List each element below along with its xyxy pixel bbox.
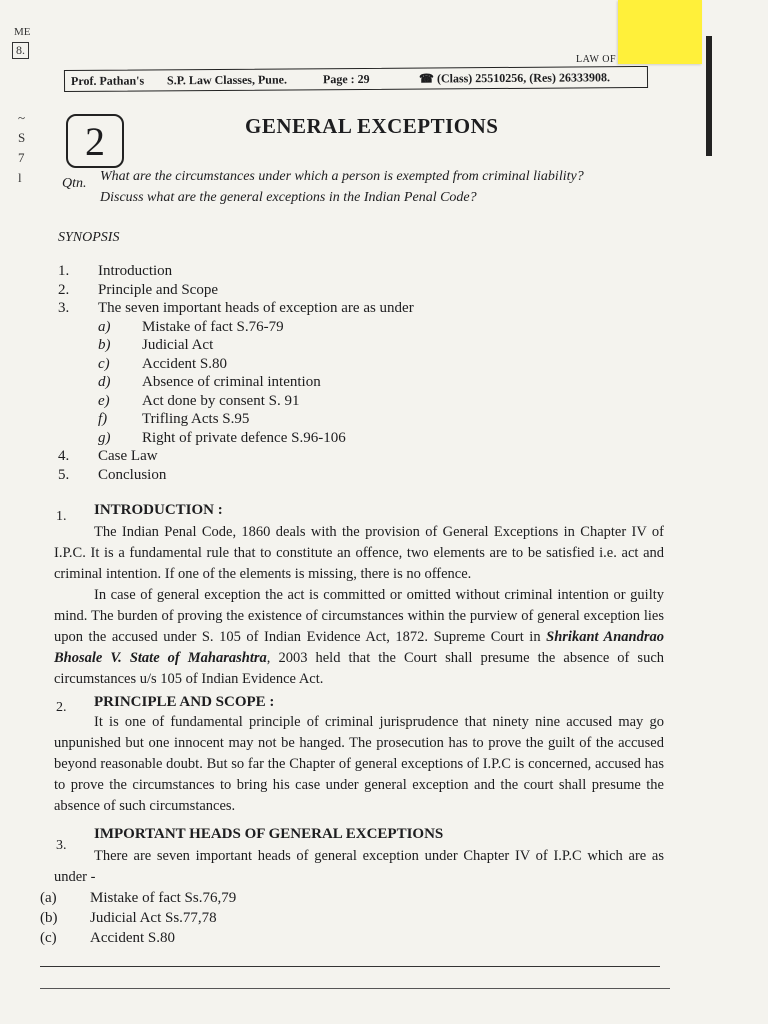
section-heading-introduction: INTRODUCTION : bbox=[94, 502, 223, 518]
margin-mark-4: l bbox=[18, 170, 22, 185]
synopsis-heading: SYNOPSIS bbox=[58, 230, 120, 245]
list-subitem: d) Absence of criminal intention bbox=[98, 374, 321, 390]
paragraph: The Indian Penal Code, 1860 deals with the provision of General Exceptions in Chapter IV of I.P.C. It is a fundamental rule that to constitute an offence, two elements are to be satisfied i.e. act and criminal intention. If one of the elements is missing, there is no offence. bbox=[54, 524, 664, 582]
section-body-heads bbox=[54, 846, 664, 888]
list-subitem: g) Right of private defence S.96-106 bbox=[98, 429, 346, 446]
list-item: 1. Introduction bbox=[58, 263, 173, 279]
paragraph: There are seven important heads of general exception under Chapter IV of I.P.C which are as under - bbox=[54, 848, 664, 885]
question-text bbox=[100, 166, 660, 208]
section-number: 1. bbox=[56, 509, 67, 524]
section-body-principle bbox=[54, 712, 664, 817]
case-name: Shrikant Anandrao Bhosale V. State of Maharashtra bbox=[54, 629, 664, 666]
page-header bbox=[64, 66, 648, 92]
heads-list bbox=[40, 888, 236, 948]
section-heading-principle: PRINCIPLE AND SCOPE : bbox=[94, 694, 275, 710]
section-number: 2. bbox=[56, 700, 67, 715]
list-item: 2. Principle and Scope bbox=[58, 281, 218, 298]
list-subitem: c) Accident S.80 bbox=[98, 355, 227, 372]
header-contact: ☎ (Class) 25510256, (Res) 26333908. bbox=[418, 69, 610, 86]
list-item: 3. The seven important heads of exception are as under bbox=[58, 300, 414, 316]
list-item: (b) Judicial Act Ss.77,78 bbox=[40, 910, 217, 926]
list-item: (c) Accident S.80 bbox=[40, 930, 175, 946]
list-item: 5. Conclusion bbox=[58, 466, 167, 483]
binding-edge bbox=[706, 36, 712, 156]
chapter-number: 2 bbox=[66, 114, 124, 168]
list-item: (a) Mistake of fact Ss.76,79 bbox=[40, 890, 237, 906]
divider bbox=[40, 966, 660, 967]
margin-box-label: 8. bbox=[12, 42, 29, 59]
margin-mark-2: S bbox=[18, 130, 26, 145]
margin-mark-3: 7 bbox=[18, 150, 25, 165]
section-number: 3. bbox=[56, 838, 67, 853]
header-institute: S.P. Law Classes, Pune. bbox=[166, 71, 287, 87]
margin-label: ME bbox=[14, 26, 31, 38]
section-body-introduction bbox=[54, 522, 664, 690]
synopsis-list bbox=[58, 262, 414, 484]
question-line-1: What are the circumstances under which a person is exempted from criminal liability? bbox=[100, 169, 584, 184]
list-subitem: b) Judicial Act bbox=[98, 337, 214, 353]
list-subitem: e) Act done by consent S. 91 bbox=[98, 392, 300, 409]
question-label: Qtn. bbox=[62, 176, 87, 191]
header-author: Prof. Pathan's bbox=[70, 72, 145, 88]
question-line-2: Discuss what are the general exceptions in the Indian Penal Code? bbox=[100, 190, 477, 205]
margin-mark-1: ~ bbox=[18, 110, 26, 125]
header-page-number: Page : 29 bbox=[322, 71, 370, 86]
corner-label: LAW OF bbox=[576, 54, 617, 65]
section-heading-heads: IMPORTANT HEADS OF GENERAL EXCEPTIONS bbox=[94, 826, 444, 842]
list-subitem: f) Trifling Acts S.95 bbox=[98, 411, 250, 427]
page-title: GENERAL EXCEPTIONS bbox=[245, 114, 499, 138]
paragraph: In case of general exception the act is committed or omitted without criminal intention or guilty mind. The burden of proving the existence of circumstances within the purview of general exception lies upon the accused under S. 105 of Indian Evidence Act, 1872. Supreme Court in Shrikant Anandrao Bhosale V. State of Maharashtra, 2003 held that the Court shall presume the absence of such circumstances u/s 105 of Indian Evidence Act. bbox=[54, 587, 664, 687]
list-subitem: a) Mistake of fact S.76-79 bbox=[98, 318, 284, 335]
sticky-note bbox=[618, 0, 702, 64]
divider bbox=[40, 988, 670, 989]
list-item: 4. Case Law bbox=[58, 448, 158, 464]
paragraph: It is one of fundamental principle of criminal jurisprudence that ninety nine accused may go unpunished but one innocent may not be hanged. The prosecution has to prove the guilt of the accused beyond reasonable doubt. But so far the Chapter of general exceptions of I.P.C is concerned, accused has to prove the circumstances to bring his case under general exception and the court shall presume the absence of such circumstances. bbox=[54, 714, 664, 814]
